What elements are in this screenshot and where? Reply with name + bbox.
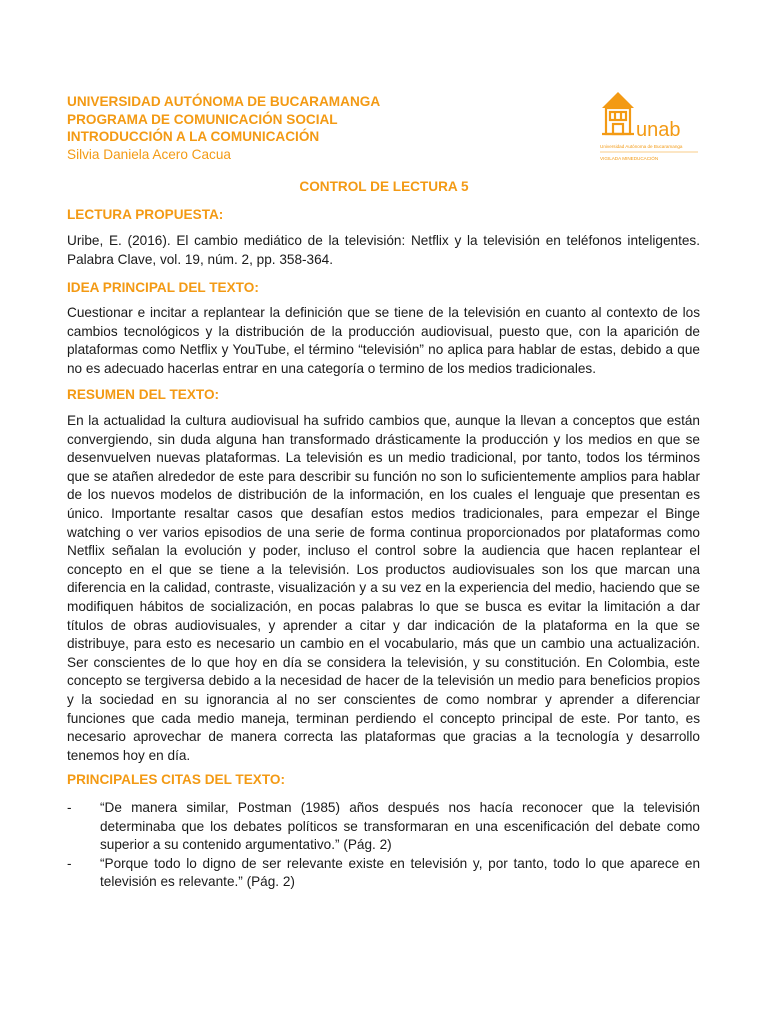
summary-text: En la actualidad la cultura audiovisual ha sufrido cambios que, aunque la llevan a conceptos que están convergiendo, sin duda alguna han transformado drásticamente la producción y los medios en que se desenvuelven nuevas plataformas. La televisión es un medio tradicional, por tanto, todos los términos que se atañen alrededor de este para describir su función no son lo suficientemente amplios para hablar de los nuevos modelos de distribución de la información, en los cuales el lenguaje que presentan es único. Importante resaltar casos que desafían estos medios tradicionales, para empezar el Binge watching o ver varios episodios de una serie de forma continua proporcionados por plataformas como Netflix señalan la evolución y poder, incluso el control sobre la audiencia que hacen replantear el concepto en el que se tiene a la televisión. Los productos audiovisuales son los que marcan una diferencia en la calidad, contraste, visualización y a su vez en la experiencia del medio, haciendo que se modifiquen hábitos de socialización, en pocas palabras lo que se busca es evitar la limitación a dar títulos de obras audiovisuales, y aprender a citar y dar indicación de la plataforma en la que se distribuye, para esto es necesario un cambio en el vocabulario, más que un cambio una actualización. Ser conscientes de lo que hoy en día se considera la televisión, y su constitución. En Colombia, este concepto se tergiversa debido a la necesidad de hacer de la televisión un medio para beneficios propios y la sociedad en su ignorancia al no ser conscientes de como nombrar y aprender a diferenciar funciones que cada medio maneja, terminan perdiendo el concepto principal de este. Por tanto, es necesario aprovechar de manera correcta las plataformas que gracias a la tecnología y desarrollo tenemos hoy en día. bbox=[67, 413, 700, 763]
building-icon bbox=[602, 92, 634, 134]
course-name: INTRODUCCIÓN A LA COMUNICACIÓN bbox=[67, 129, 320, 144]
list-item bbox=[67, 855, 700, 892]
list-bullet: - bbox=[67, 800, 72, 815]
reading-heading: LECTURA PROPUESTA: bbox=[67, 207, 224, 222]
main-idea-heading: IDEA PRINCIPAL DEL TEXTO: bbox=[67, 280, 259, 295]
quotes-list bbox=[67, 799, 700, 892]
program-name: PROGRAMA DE COMUNICACIÓN SOCIAL bbox=[67, 111, 338, 127]
logo-subtitle: Universidad Autónoma de Bucaramanga bbox=[600, 144, 683, 149]
list-bullet: - bbox=[67, 855, 72, 871]
logo-tagline: VIGILADA MINEDUCACIÓN bbox=[600, 156, 659, 161]
unab-logo bbox=[598, 86, 708, 178]
summary-heading: RESUMEN DEL TEXTO: bbox=[67, 387, 220, 402]
university-name: UNIVERSIDAD AUTÓNOMA DE BUCARAMANGA bbox=[67, 94, 381, 109]
document-title: CONTROL DE LECTURA 5 bbox=[299, 179, 469, 194]
document-header bbox=[67, 93, 537, 163]
reading-text: Uribe, E. (2016). El cambio mediático de la televisión: Netflix y la televisión en teléfonos inteligentes. Palabra Clave, vol. 19, núm. 2, pp. 358-364. bbox=[67, 233, 700, 267]
quote-text: “De manera similar, Postman (1985) años después nos hacía reconocer que la televisión determinaba que los debates políticos se transformaran en una escenificación del debate como superior a su contenido argumentativo.” (Pág. 2) bbox=[100, 800, 700, 853]
quote-text: “Porque todo lo digno de ser relevante existe en televisión y, por tanto, todo lo que aparece en televisión es relevante.” (Pág. 2) bbox=[100, 855, 700, 890]
logo-wordmark: unab bbox=[636, 119, 681, 141]
list-item bbox=[67, 799, 700, 855]
author-name: Silvia Daniela Acero Cacua bbox=[67, 146, 231, 162]
main-idea-text: Cuestionar e incitar a replantear la definición que se tiene de la televisión en cuanto al contexto de los cambios tecnológicos y la distribución de la producción audiovisual, puesto que, con la aparición de plataformas como Netflix y YouTube, el término “televisión” no aplica para hablar de estas, debido a que no es adecuado hacerlas entrar en una categoría o termino de los medios tradicionales. bbox=[67, 305, 700, 376]
quotes-heading: PRINCIPALES CITAS DEL TEXTO: bbox=[67, 772, 286, 787]
